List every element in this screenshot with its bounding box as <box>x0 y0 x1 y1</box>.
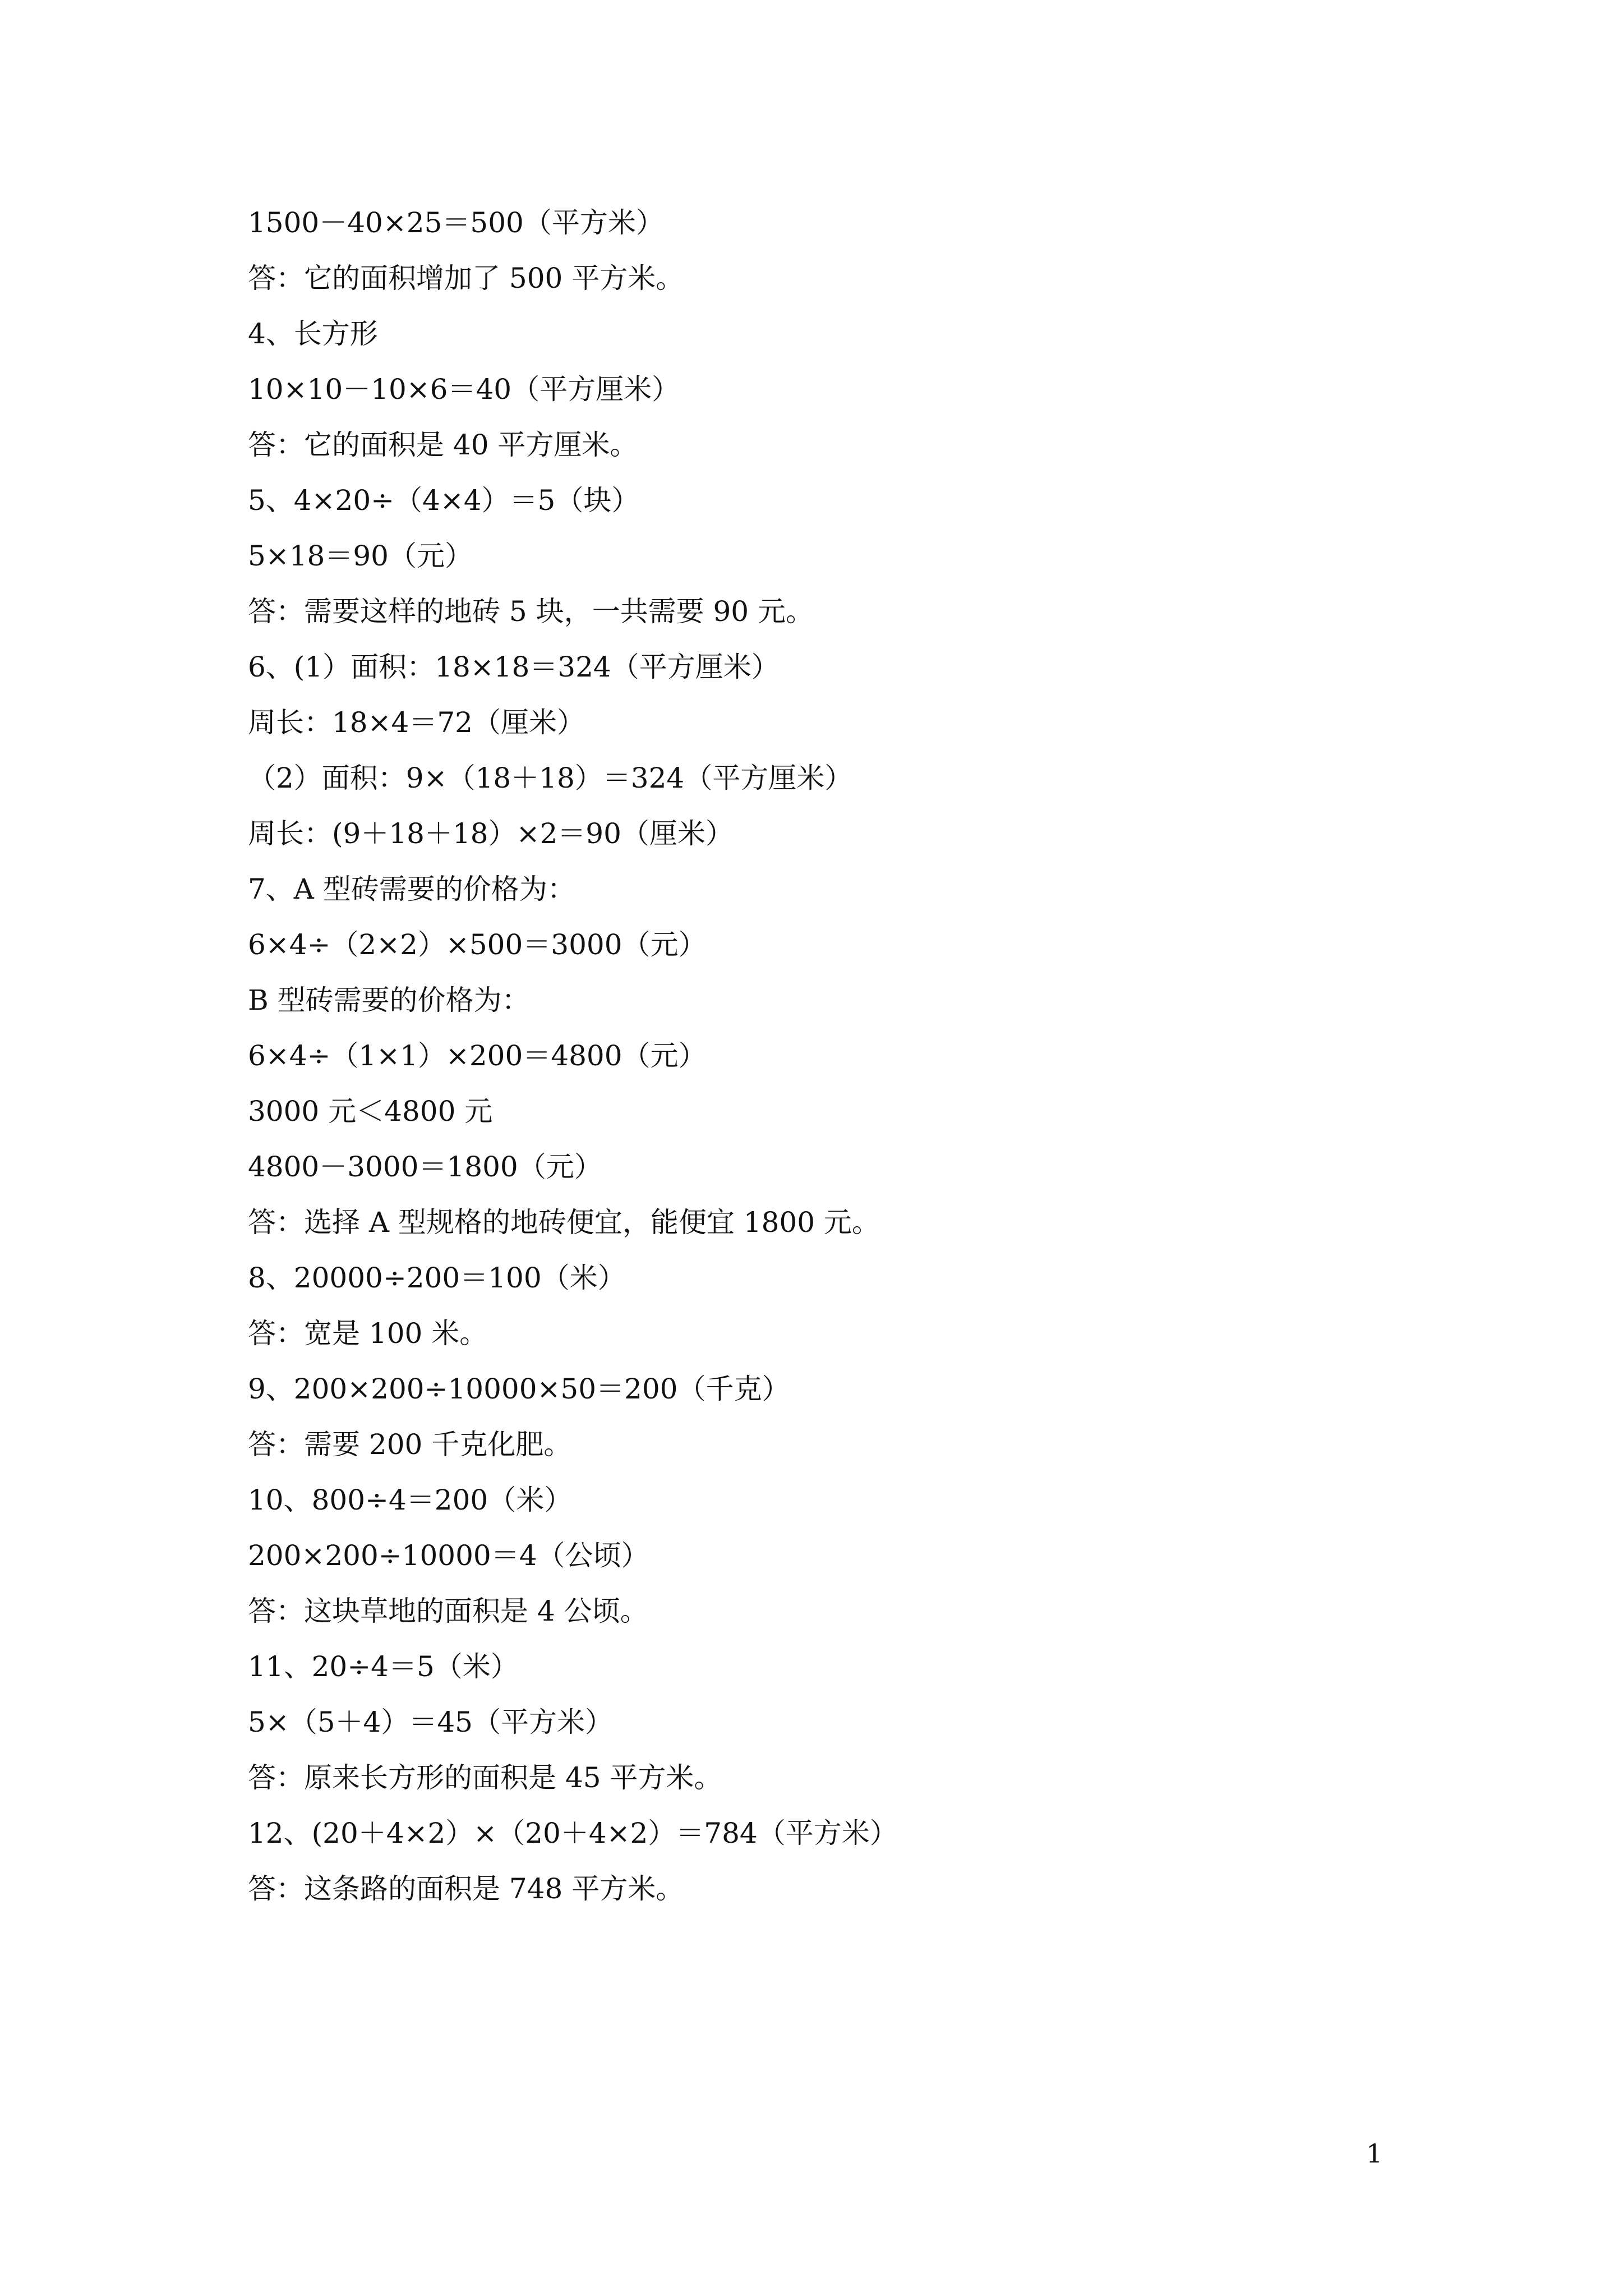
text-line: 答：这条路的面积是 748 平方米。 <box>248 1872 684 1905</box>
text-line: 10、800÷4＝200（米） <box>248 1484 573 1516</box>
text-line: 答：宽是 100 米。 <box>248 1317 488 1350</box>
text-line: 200×200÷10000＝4（公顷） <box>248 1539 649 1572</box>
text-line: 6×4÷（2×2）×500＝3000（元） <box>248 928 707 961</box>
text-line: 5×18＝90（元） <box>248 540 473 572</box>
text-line: 9、200×200÷10000×50＝200（千克） <box>248 1373 790 1405</box>
text-line: 3000 元＜4800 元 <box>248 1095 493 1128</box>
text-line: 1500－40×25＝500（平方米） <box>248 206 664 239</box>
text-line: 12、(20＋4×2）×（20＋4×2）＝784（平方米） <box>248 1817 898 1849</box>
text-line: 答：需要 200 千克化肥。 <box>248 1428 572 1461</box>
text-line: 答：需要这样的地砖 5 块，一共需要 90 元。 <box>248 595 814 628</box>
text-line: 周长：18×4＝72（厘米） <box>248 706 585 739</box>
text-line: 5×（5＋4）＝45（平方米） <box>248 1706 613 1738</box>
text-line: 答：它的面积是 40 平方厘米。 <box>248 429 638 461</box>
text-line: 5、4×20÷（4×4）＝5（块） <box>248 484 640 517</box>
text-line: 答：它的面积增加了 500 平方米。 <box>248 262 684 295</box>
text-line: 7、A 型砖需要的价格为： <box>248 873 575 905</box>
text-line: 10×10－10×6＝40（平方厘米） <box>248 373 680 406</box>
text-line: 11、20÷4＝5（米） <box>248 1650 519 1683</box>
answer-text-block <box>248 195 1370 1917</box>
text-line: 答：选择 A 型规格的地砖便宜，能便宜 1800 元。 <box>248 1206 880 1239</box>
text-line: 6、(1）面积：18×18＝324（平方厘米） <box>248 651 780 683</box>
text-line: 6×4÷（1×1）×200＝4800（元） <box>248 1039 707 1072</box>
page-number: 1 <box>1366 2138 1383 2169</box>
text-line: 周长：(9＋18＋18）×2＝90（厘米） <box>248 817 734 850</box>
text-line: 4800－3000＝1800（元） <box>248 1151 602 1183</box>
text-line: 8、20000÷200＝100（米） <box>248 1262 626 1294</box>
text-line: 4、长方形 <box>248 318 378 350</box>
text-line: B 型砖需要的价格为： <box>248 984 530 1016</box>
text-line: 答：原来长方形的面积是 45 平方米。 <box>248 1761 722 1794</box>
text-line: 答：这块草地的面积是 4 公顷。 <box>248 1595 648 1627</box>
text-line: （2）面积：9×（18＋18）＝324（平方厘米） <box>248 762 853 794</box>
